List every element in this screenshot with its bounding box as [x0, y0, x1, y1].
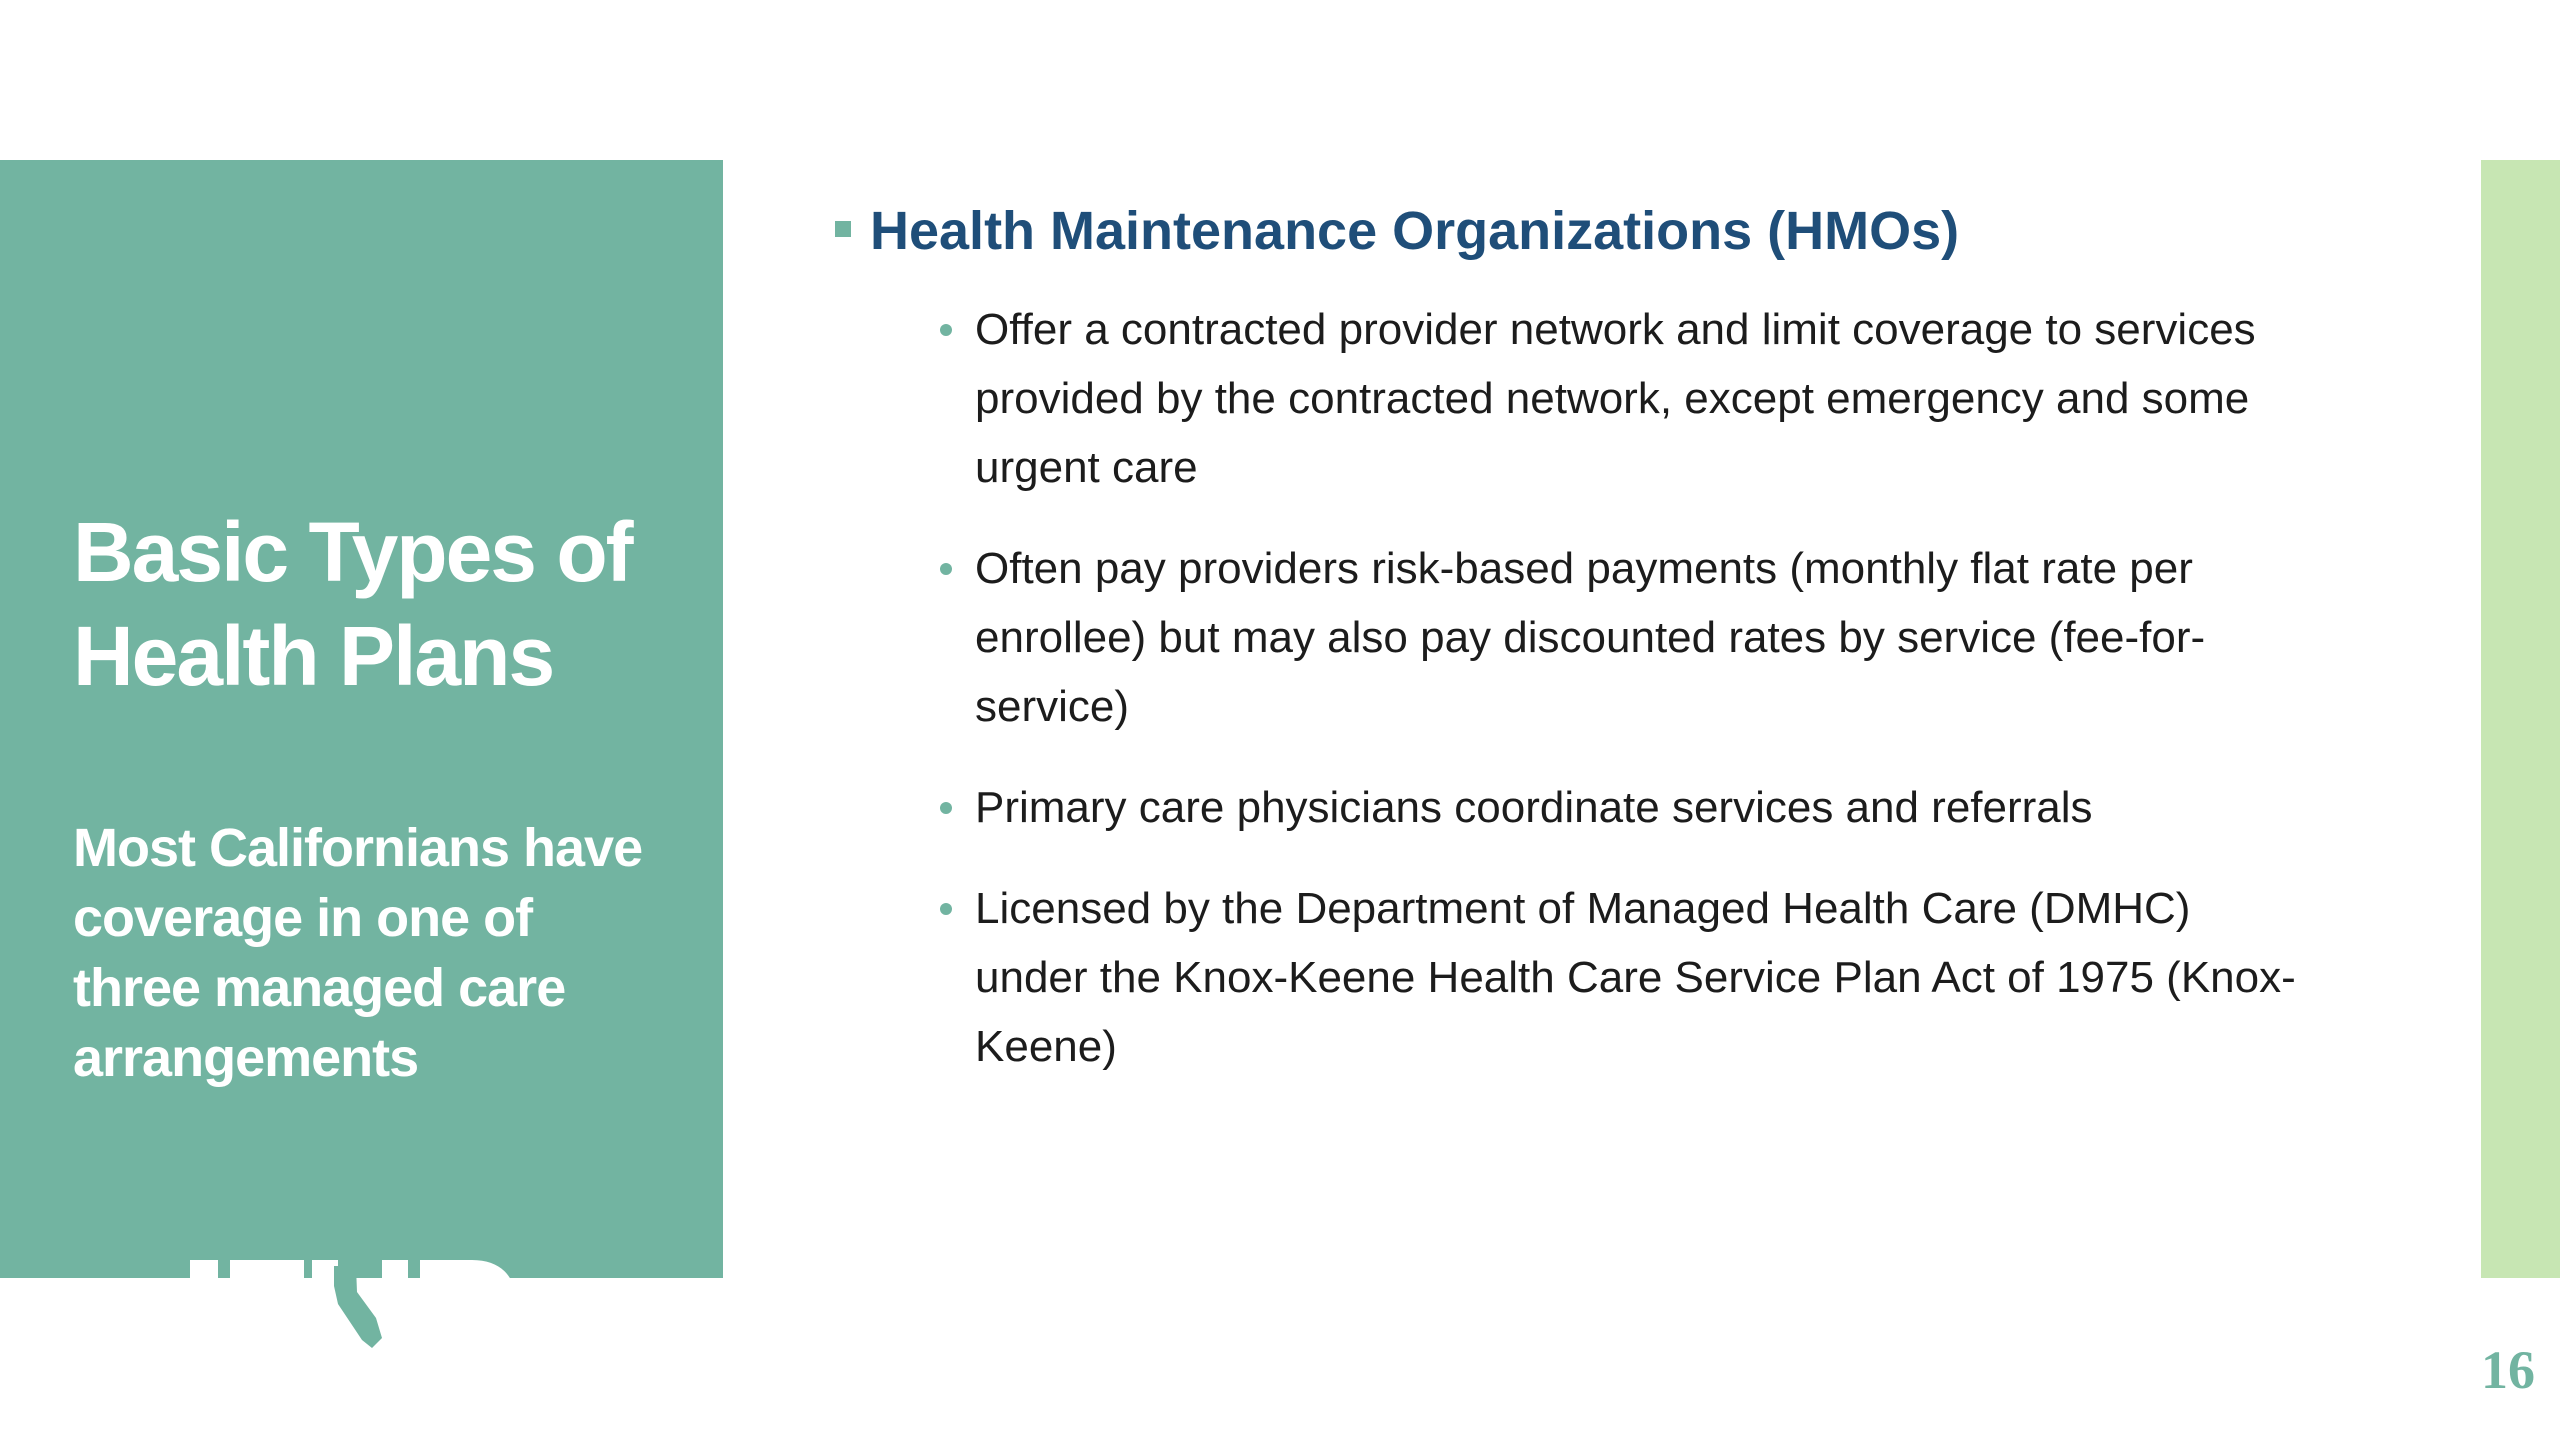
bullet-dot-icon: [940, 324, 952, 336]
slide-content: [832, 195, 2312, 1113]
list-item-text: Licensed by the Department of Managed Health Care (DMHC) under the Knox-Keene Health Care Service Plan Act of 1975 (Knox-Keene): [975, 884, 2296, 1071]
list-item: [975, 874, 2312, 1081]
section-heading-text: Health Maintenance Organizations (HMOs): [870, 201, 1960, 261]
itup-wordmark-logo: [186, 1252, 566, 1377]
slide-title: Basic Types of Health Plans: [73, 505, 632, 703]
bullet-dot-icon: [940, 563, 952, 575]
list-item: [975, 295, 2312, 502]
accent-bar: [2481, 160, 2560, 1278]
bullet-dot-icon: [940, 802, 952, 814]
slide-subtitle: Most Californians have coverage in one of three managed care arrangements: [73, 818, 643, 1088]
itup-logo: [186, 1252, 566, 1422]
title-panel: [0, 160, 723, 1418]
section-heading: [832, 195, 2312, 267]
bullet-list: [832, 295, 2312, 1081]
list-item: [975, 773, 2312, 842]
page-number: 16: [2481, 1340, 2535, 1400]
list-item-text: Primary care physicians coordinate services and referrals: [975, 783, 2093, 832]
list-item-text: Often pay providers risk-based payments (monthly flat rate per enrollee) but may also pay discounted rates by service (fee-for-service): [975, 544, 2206, 731]
logo-tagline: Insure the Uninsured Project: [186, 1380, 529, 1418]
list-item-text: Offer a contracted provider network and limit coverage to services provided by the contracted network, except emergency and some urgent care: [975, 305, 2256, 492]
list-item: [975, 534, 2312, 741]
bullet-dot-icon: [940, 903, 952, 915]
square-bullet-icon: [835, 221, 851, 237]
